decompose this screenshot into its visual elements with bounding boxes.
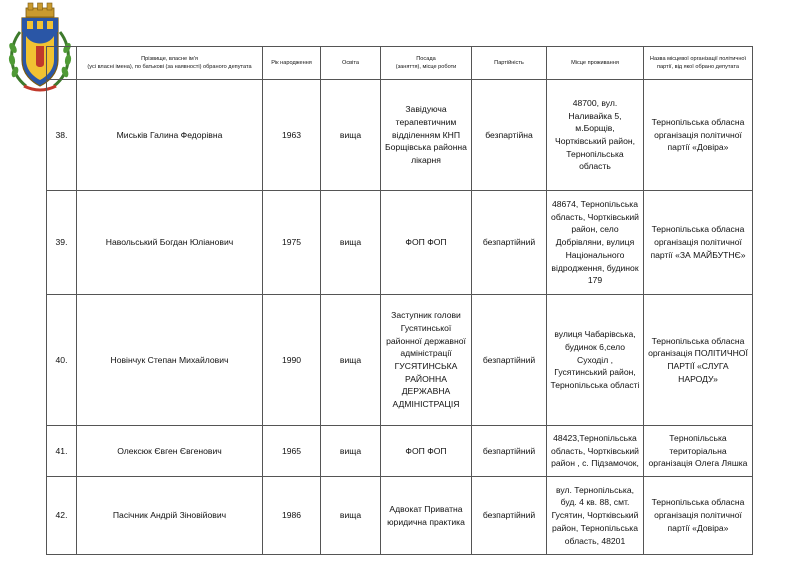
deputy-name: Миськів Галина Федорівна (77, 80, 263, 191)
col-header-number (47, 47, 77, 80)
residence: 48674, Тернопільська область, Чортківський район, село Добрівляни, вулиця Національного відродження, будинок 179 (547, 191, 644, 295)
birth-year: 1975 (263, 191, 321, 295)
birth-year: 1986 (263, 477, 321, 555)
organization: Тернопільська обласна організація політичної партії «Довіра» (644, 80, 753, 191)
deputy-name: Навольський Богдан Юліанович (77, 191, 263, 295)
organization: Тернопільська територіальна організація Олега Ляшка (644, 426, 753, 477)
education: вища (321, 477, 381, 555)
table-header-row (47, 47, 753, 80)
position: ФОП ФОП (381, 426, 472, 477)
row-number: 40. (47, 295, 77, 426)
birth-year: 1990 (263, 295, 321, 426)
education: вища (321, 426, 381, 477)
residence: вулиця Чабарівська, будинок 6,село Суходіл , Гусятинський район, Тернопільська області (547, 295, 644, 426)
col-header-party: Партійність (472, 47, 547, 80)
row-number: 39. (47, 191, 77, 295)
table-row (47, 477, 753, 555)
col-header-year: Рік народження (263, 47, 321, 80)
organization: Тернопільська обласна організація політичної партії «Довіра» (644, 477, 753, 555)
deputy-name: Пасічник Андрій Зіновійович (77, 477, 263, 555)
position: Заступник голови Гусятинської районної державної адміністрації ГУСЯТИНСЬКА РАЙОННА ДЕРЖАВНА АДМІНІСТРАЦІЯ (381, 295, 472, 426)
row-number: 42. (47, 477, 77, 555)
col-header-position: Посада (заняття), місце роботи (381, 47, 472, 80)
row-number: 38. (47, 80, 77, 191)
organization: Тернопільська обласна організація політичної партії «ЗА МАЙБУТНЄ» (644, 191, 753, 295)
party: безпартійний (472, 191, 547, 295)
organization: Тернопільська обласна організація ПОЛІТИЧНОЇ ПАРТІЇ «СЛУГА НАРОДУ» (644, 295, 753, 426)
party: безпартійний (472, 426, 547, 477)
education: вища (321, 191, 381, 295)
position: Адвокат Приватна юридична практика (381, 477, 472, 555)
table-row (47, 80, 753, 191)
col-header-education: Освіта (321, 47, 381, 80)
row-number: 41. (47, 426, 77, 477)
party: безпартійний (472, 295, 547, 426)
birth-year: 1965 (263, 426, 321, 477)
residence: 48700, вул. Наливайка 5, м.Борщів, Чортківський район, Тернопільська область (547, 80, 644, 191)
residence: вул. Тернопільська, буд. 4 кв. 88, смт. Гусятин, Чортківський район, Тернопільська область, 48201 (547, 477, 644, 555)
deputy-name: Новінчук Степан Михайлович (77, 295, 263, 426)
residence: 48423,Тернопільська область, Чортківський район , с. Підзамочок, (547, 426, 644, 477)
education: вища (321, 295, 381, 426)
table-row (47, 426, 753, 477)
col-header-residence: Місце проживання (547, 47, 644, 80)
position: Завідуюча терапевтичним відділенням КНП Борщівська районна лікарня (381, 80, 472, 191)
position: ФОП ФОП (381, 191, 472, 295)
birth-year: 1963 (263, 80, 321, 191)
education: вища (321, 80, 381, 191)
table-row (47, 191, 753, 295)
col-header-organization: Назва місцевої організації політичної партії, від якої обрано депутата (644, 47, 753, 80)
deputy-name: Олексюк Євген Євгенович (77, 426, 263, 477)
party: безпартійна (472, 80, 547, 191)
deputies-table (46, 46, 753, 555)
table-row (47, 295, 753, 426)
party: безпартійний (472, 477, 547, 555)
col-header-name: Прізвище, власне ім'я (усі власні імена), по батькові (за наявності) обраного депутата (77, 47, 263, 80)
